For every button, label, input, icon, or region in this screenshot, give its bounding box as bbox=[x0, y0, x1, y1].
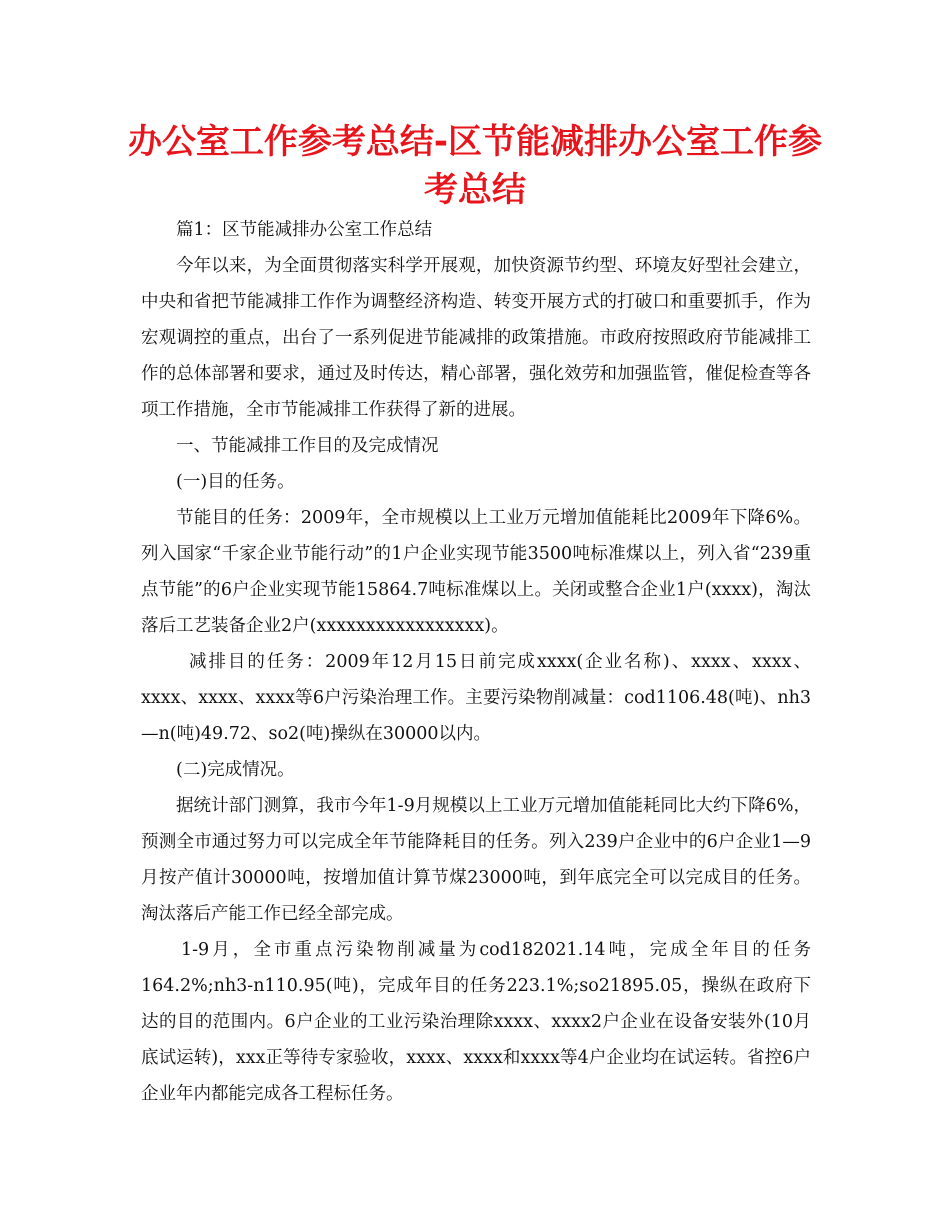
paragraph-statistics: 据统计部门测算，我市今年1-9月规模以上工业万元增加值能耗同比大约下降6%，预测全市通过努力可以完成全年节能降耗目的任务。列入239户企业中的6户企业1—9月按产值计30000吨，按增加值计算节煤23000吨，到年底完全可以完成目的任务。淘汰落后产能工作已经全部完成。 bbox=[141, 796, 811, 924]
document-body bbox=[141, 212, 811, 1112]
subheading-completion: (二)完成情况。 bbox=[176, 760, 295, 780]
section-heading-goals: 一、节能减排工作目的及完成情况 bbox=[176, 436, 439, 456]
section-heading-article: 篇1：区节能减排办公室工作总结 bbox=[176, 220, 433, 240]
paragraph-intro: 今年以来，为全面贯彻落实科学开展观，加快资源节约型、环境友好型社会建立，中央和省把节能减排工作作为调整经济构造、转变开展方式的打破口和重要抓手，作为宏观调控的重点，出台了一系列促进节能减排的政策措施。市政府按照政府节能减排工作的总体部署和要求，通过及时传达，精心部署，强化效劳和加强监管，催促检查等各项工作措施，全市节能减排工作获得了新的进展。 bbox=[141, 256, 811, 420]
paragraph-pollutant-reduction: 1-9月，全市重点污染物削减量为cod182021.14吨，完成全年目的任务164.2%;nh3-n110.95(吨)，完成年目的任务223.1%;so21895.05，操纵在政府下达的目的范围内。6户企业的工业污染治理除xxxx、xxxx2户企业在设备安装外(10月底试运转)，xxx正等待专家验收，xxxx、xxxx和xxxx等4户企业均在试运转。省控6户企业年内都能完成各工程标任务。 bbox=[141, 940, 811, 1104]
paragraph-energy-tasks: 节能目的任务：2009年，全市规模以上工业万元增加值能耗比2009年下降6%。列入国家“千家企业节能行动”的1户企业实现节能3500吨标准煤以上，列入省“239重点节能”的6户企业实现节能15864.7吨标准煤以上。关闭或整合企业1户(xxxx)，淘汰落后工艺装备企业2户(xxxxxxxxxxxxxxxxx)。 bbox=[141, 508, 811, 636]
subheading-tasks: (一)目的任务。 bbox=[176, 472, 295, 492]
document-title: 办公室工作参考总结-区节能减排办公室工作参考总结 bbox=[127, 122, 823, 210]
paragraph-emission-tasks: 减排目的任务：2009年12月15日前完成xxxx(企业名称)、xxxx、xxxx、xxxx、xxxx、xxxx等6户污染治理工作。主要污染物削减量：cod1106.48(吨)、nh3—n(吨)49.72、so2(吨)操纵在30000以内。 bbox=[141, 652, 811, 744]
